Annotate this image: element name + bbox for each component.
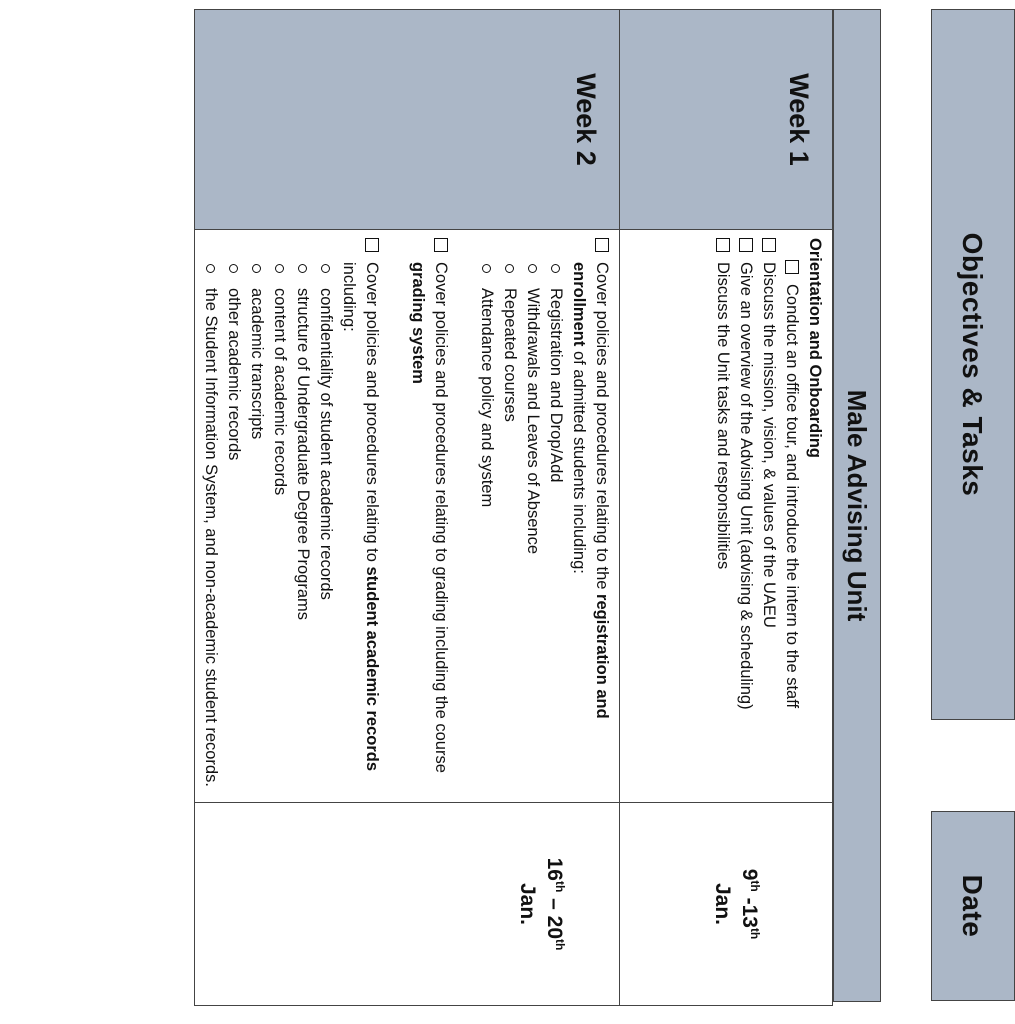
week-cell <box>620 10 833 230</box>
task-text: Cover policies and procedures relating to grading including the course grading system <box>409 262 450 773</box>
date-header <box>931 811 1015 1001</box>
bullet-icon <box>505 264 514 273</box>
bullet-icon <box>275 264 284 273</box>
checkbox-icon[interactable] <box>739 238 753 252</box>
bullet-icon <box>482 264 491 273</box>
bullet-icon <box>252 264 261 273</box>
date-header-label: Date <box>957 874 988 938</box>
date-range: 9th -13th Jan. <box>711 868 762 940</box>
week-cell <box>195 10 620 230</box>
checkbox-icon[interactable] <box>365 238 379 252</box>
list-item: confidentiality of student academic records <box>314 264 337 794</box>
task-text: Discuss the Unit tasks and responsibilities <box>714 262 732 570</box>
task-text: Cover policies and procedures relating to the registration and enrollment of admitted students including: <box>570 262 611 719</box>
list-item: the Student Information System, and non-academic student records. <box>199 264 222 794</box>
date-cell <box>195 803 620 1006</box>
task-item <box>711 238 734 794</box>
checkbox-icon[interactable] <box>434 238 448 252</box>
bullet-icon <box>528 264 537 273</box>
task-item <box>337 238 383 794</box>
objectives-header-label: Objectives & Tasks <box>957 232 988 497</box>
list-item: other academic records <box>222 264 245 794</box>
task-text: Cover policies and procedures relating to student academic records including: <box>340 262 381 772</box>
checkbox-icon[interactable] <box>785 260 799 274</box>
task-text: Conduct an office tour, and introduce the intern to the staff <box>783 284 801 709</box>
list-item: Attendance policy and system <box>475 264 498 794</box>
task-text: Give an overview of the Advising Unit (advising & scheduling) <box>737 262 755 710</box>
checkbox-icon[interactable] <box>716 238 730 252</box>
task-item <box>734 238 757 794</box>
list-item: Registration and Drop/Add <box>544 264 567 794</box>
task-item <box>757 238 780 794</box>
section-title: Orientation and Onboarding <box>806 238 824 458</box>
unit-title: Male Advising Unit <box>833 9 881 1002</box>
objectives-cell <box>195 230 620 803</box>
bullet-icon <box>551 264 560 273</box>
bullet-icon <box>229 264 238 273</box>
task-text: Discuss the mission, vision, & values of the UAEU <box>760 262 778 628</box>
week-label: Week 2 <box>571 73 601 166</box>
bullet-icon <box>298 264 307 273</box>
table-row <box>195 10 620 1006</box>
checkbox-icon[interactable] <box>762 238 776 252</box>
list-item: Repeated courses <box>498 264 521 794</box>
task-item <box>567 238 613 794</box>
task-item <box>406 238 452 794</box>
bullet-icon <box>321 264 330 273</box>
table-row <box>620 10 833 1006</box>
week-label: Week 1 <box>784 73 814 166</box>
objectives-cell <box>620 230 833 803</box>
objectives-header <box>931 9 1015 720</box>
list-item: structure of Undergraduate Degree Programs <box>291 264 314 794</box>
bullet-icon <box>206 264 215 273</box>
list-item: academic transcripts <box>245 264 268 794</box>
date-cell <box>620 803 833 1006</box>
date-range: 16th – 20th Jan. <box>516 857 567 951</box>
checkbox-icon[interactable] <box>595 238 609 252</box>
list-item: content of academic records <box>268 264 291 794</box>
schedule-table <box>194 9 833 1006</box>
task-item <box>780 260 803 794</box>
list-item: Withdrawals and Leaves of Absence <box>521 264 544 794</box>
